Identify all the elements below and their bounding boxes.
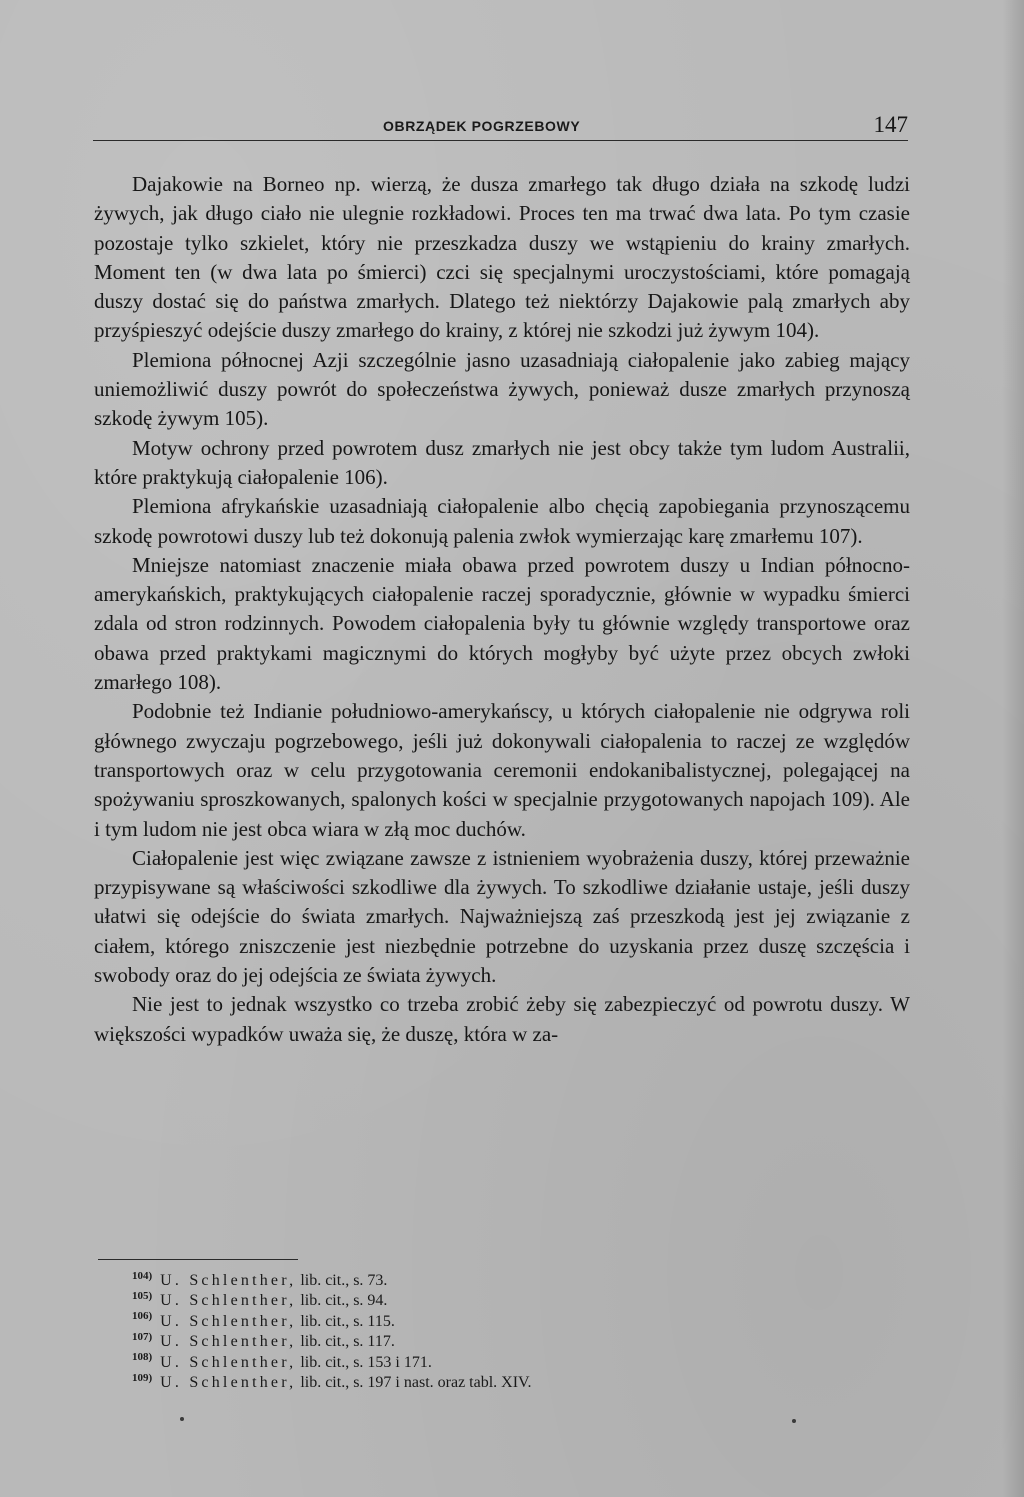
footnote-author: U. Schlenther, xyxy=(160,1292,297,1310)
running-head xyxy=(93,112,908,142)
footnote-author: U. Schlenther, xyxy=(160,1272,297,1289)
footnote-mark: 106) xyxy=(132,1310,153,1323)
footnote xyxy=(132,1353,832,1373)
footnote xyxy=(132,1373,832,1393)
footnote-ref: lib. cit., s. 153 i 171. xyxy=(300,1353,432,1371)
footnote-ref: lib. cit., s. 197 i nast. oraz tabl. XIV. xyxy=(300,1374,532,1392)
footnote xyxy=(132,1332,832,1352)
footnote-mark: 107) xyxy=(132,1330,153,1343)
header-rule xyxy=(93,140,908,141)
running-title: OBRZĄDEK POGRZEBOWY xyxy=(383,118,581,134)
paragraph: Plemiona afrykańskie uzasadniają ciałopalenie albo chęcią zapobiegania przynoszącemu szkodę powrotowi duszy lub też dokonują palenia zwłok wymierzając karę zmarłemu 107). xyxy=(94,494,910,548)
footnote-ref: lib. cit., s. 73. xyxy=(300,1272,388,1289)
paragraph: Dajakowie na Borneo np. wierzą, że dusza zmarłego tak długo działa na szkodę ludzi żywych, jak długo ciało nie ulegnie rozkładowi. Proces ten ma trwać dwa lata. Po tym czasie pozostaje tylko szkielet, który nie przeszkadza duszy we wstąpieniu do krainy zmarłych. Moment ten (w dwa lata po śmierci) czci się specjalnymi uroczystościami, które pomagają duszy dostać się do państwa zmarłych. Dlatego też niektórzy Dajakowie palą zmarłych aby przyśpieszyć odejście duszy zmarłego do krainy, z której nie szkodzi już żywym 104). xyxy=(94,172,910,343)
footnote-author: U. Schlenther, xyxy=(160,1374,297,1392)
footnote xyxy=(132,1291,832,1311)
footnote-author: U. Schlenther, xyxy=(160,1353,297,1371)
footnote-mark: 105) xyxy=(132,1290,153,1303)
paper-speck xyxy=(180,1417,184,1421)
footnote-rule xyxy=(98,1259,298,1260)
paragraph: Nie jest to jednak wszystko co trzeba zrobić żeby się zabezpieczyć od powrotu duszy. W większości wypadków uważa się, że duszę, która w za- xyxy=(94,992,910,1046)
paragraph: Plemiona północnej Azji szczególnie jasno uzasadniają ciałopalenie jako zabieg mający uniemożliwić duszy powrót do społeczeństwa żywych, ponieważ dusze zmarłych przynoszą szkodę żywym 105). xyxy=(94,347,910,431)
paragraph: Mniejsze natomiast znaczenie miała obawa przed powrotem duszy u Indian północno-amerykańskich, praktykujących ciałopalenie raczej sporadycznie, głównie w wypadku śmierci zdala od stron rodzinnych. Powodem ciałopalenia były tu głównie względy transportowe oraz obawa przed praktykami magicznymi do których mogłyby być użyte przez obcych zwłoki zmarłego 108). xyxy=(94,552,910,695)
paragraph: Podobnie też Indianie południowo-amerykańscy, u których ciałopalenie nie odgrywa roli głównego zwyczaju pogrzebowego, jeśli już dokonywali ciałopalenia to raczej ze względów transportowych oraz w celu przygotowania ceremonii endokanibalistycznej, polegającej na spożywaniu sproszkowanych, spalonych kości w specjalnie przygotowanych napojach 109). Ale i tym ludom nie jest obca wiara w złą moc duchów. xyxy=(94,699,910,841)
paragraph: Ciałopalenie jest więc związane zawsze z istnieniem wyobrażenia duszy, której przeważnie przypisywane są właściwości szkodliwe dla żywych. To szkodliwe działanie ustaje, jeśli duszy ułatwi się odejście do świata zmarłych. Najważniejszą zaś przeszkodą jest jej związanie z ciałem, którego zniszczenie jest niezbędnie potrzebne do uzyskania przez duszę szczęścia i swobody oraz do jej odejścia ze świata żywych. xyxy=(94,845,910,988)
paper-speck xyxy=(792,1419,796,1423)
paragraph: Motyw ochrony przed powrotem dusz zmarłych nie jest obcy także tym ludom Australii, które praktykują ciałopalenie 106). xyxy=(94,435,910,489)
footnotes xyxy=(132,1271,832,1393)
footnote-author: U. Schlenther, xyxy=(160,1312,297,1330)
footnote xyxy=(132,1271,832,1291)
footnote-ref: lib. cit., s. 117. xyxy=(300,1333,395,1351)
footnote-mark: 109) xyxy=(132,1371,153,1384)
body-text xyxy=(94,170,910,1049)
footnote-author: U. Schlenther, xyxy=(160,1333,297,1351)
footnote-ref: lib. cit., s. 115. xyxy=(300,1312,395,1330)
footnote-mark: 108) xyxy=(132,1351,153,1364)
footnote-ref: lib. cit., s. 94. xyxy=(300,1292,388,1310)
page-edge-shadow xyxy=(1002,0,1024,1497)
footnote xyxy=(132,1312,832,1332)
page-number: 147 xyxy=(873,112,908,137)
footnote-mark: 104) xyxy=(132,1269,153,1282)
